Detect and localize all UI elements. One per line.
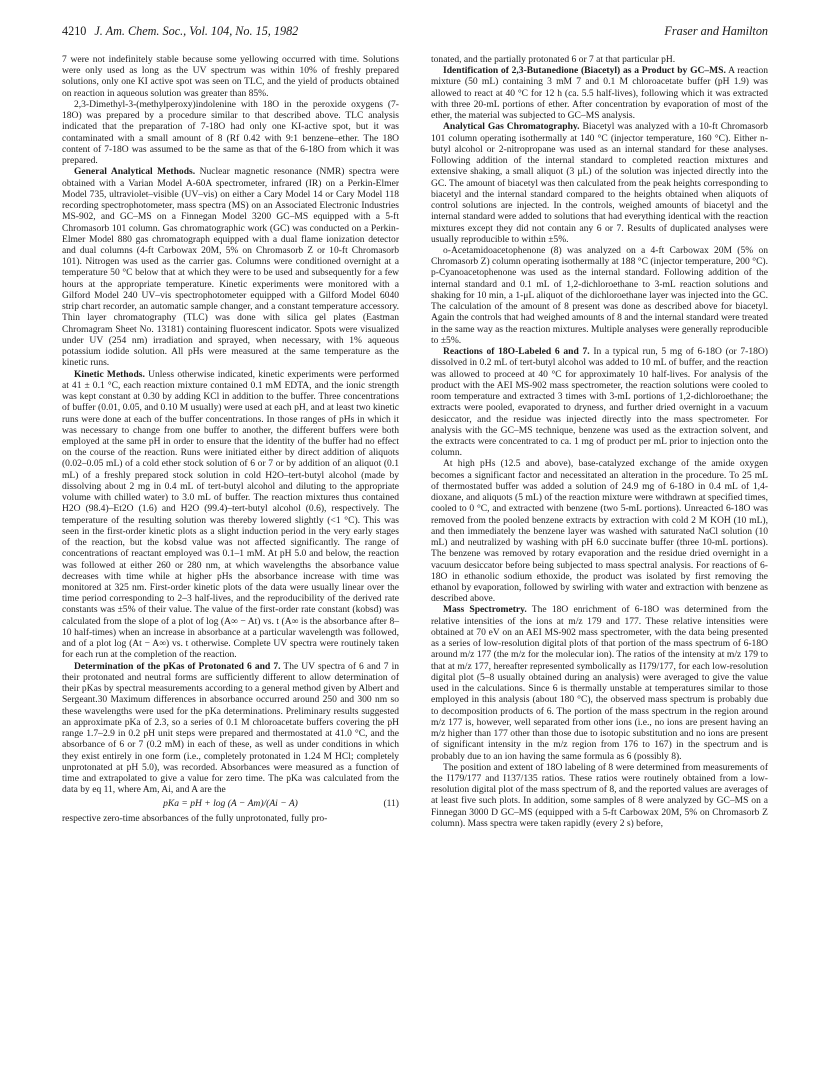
paragraph [431, 121, 768, 245]
paragraph-text: Biacetyl was analyzed with a 10-ft Chromasorb 101 column operating isothermally at 140 °C (injector temperature, 160 °C). Either n-butyl alcohol or 2-nitropropane was used as an internal standard for these analyses. Following addition of the internal standard to completed reaction mixtures and extensive shaking, a small aliquot (3 μL) of the solution was injected directly into the GC. The amount of biacetyl was then calculated from the peak heights corresponding to biacetyl and the internal standard compared to the heights obtained when aliquots of control solutions are injected. In the controls, weighed amounts of biacetyl and the internal standard were added to solutions that had everything identical with the reaction mixtures except they did not contain any 6 or 7. Results of duplicated analyses were usually reproducible to within ±5%. [431, 121, 768, 245]
paragraph: 7 were not indefinitely stable because some yellowing occurred with time. Solutions were only used as long as the UV spectrum was within 10% of freshly prepared solutions, only one KI active spot was seen on TLC, and the yield of products obtained on reaction in aqueous solution was greater than 85%. [62, 54, 399, 99]
paragraph [431, 346, 768, 458]
section-heading: Determination of the pKas of Protonated 6 and 7. [74, 660, 281, 672]
paragraph-text: The UV spectra of 6 and 7 in their protonated and neutral forms are sufficiently different to allow determination of their pKas by spectral measurements according to a general method given by Albert and Sergeant.30 Maximum differences in absorbance occurred around 250 and 300 nm so these wavelengths were used for the pKa determinations. Preliminary results suggested an approximate pKa of 2.3, so a series of 0.1 M chloroacetate buffers covering the pH range 1.7–2.9 in 0.2 pH unit steps were prepared and thermostated at 41.0 °C, and the absorbance of 6 or 7 (0.2 mM) in each of these, as well as under conditions in which they exist entirely in one form (i.e., completely protonated in 1.24 M HCl; completely unprotonated at pH 5.0), was recorded. Absorbances were measured as a function of time and extrapolated to give a value for zero time. The pKa was calculated from the data by eq 11, where Am, Ai, and A are the [62, 660, 399, 796]
paragraph: o-Acetamidoacetophenone (8) was analyzed on a 4-ft Carbowax 20M (5% on Chromasorb Z) column operating isothermally at 188 °C (injector temperature, 200 °C). p-Cyanoacetophenone was used as the internal standard. Following addition of the internal standard and 0.1 mL of 1,2-dichloroethane to 3-mL reaction solutions and shaking for 10 min, a 1-μL aliquot of the dichloroethane layer was injected into the GC. The calculation of the amount of 8 present was done as described above for biacetyl. Again the controls that had weighed amounts of 8 and the internal standard were treated in the same way as the reaction mixtures. Multiple analyses were generally reproducible to ±5%. [431, 244, 768, 346]
paragraph: At high pHs (12.5 and above), base-catalyzed exchange of the amide oxygen becomes a significant factor and necessitated an alteration in the procedure. To 25 mL of thermostated buffer was added a solution of 24.9 mg of 6-18O in 0.4 mL of 1,4-dioxane, and aliquots (5 mL) of the reaction mixture were withdrawn at specified times, cooled to 0 °C, and extracted with benzene (two 5-mL portions). Unreacted 6-18O was removed from the pooled benzene extracts by extraction with cold 2 M KOH (10 mL), and then immediately the benzene layer was washed with saturated NaCl solution (10 mL) and neutralized by washing with pH 6.0 succinate buffer (three 10-mL portions). The benzene was removed by rotary evaporation and the residue dried overnight in a vacuum desiccator before being subjected to mass spectral analysis. For reactions of 6-18O in ethanolic sodium ethoxide, the product was isolated by first removing the ethanol by evaporation, followed by swirling with water and extraction with benzene as described above. [431, 458, 768, 605]
paragraph-text: The 18O enrichment of 6-18O was determined from the relative intensities of the ions at m/z 179 and 177. These relative intensities were obtained at 70 eV on an AEI MS-902 mass spectrometer, with the data being presented as a series of low-resolution digital plots of that portion of the mass spectrum of 6-18O around m/z 177 (the m/z for the molecular ion). The ratios of the intensity at m/z 179 to that at m/z 177, hereafter represented symbolically as I179/177, for each low-resolution digital plot (5–8 usually obtained during an analysis) were averaged to give the value used in the calculations. Since 6 is thermally unstable at temperatures similar to those employed in this analysis (about 180 °C), the observed mass spectrum is probably due to decomposition products of 6. The portion of the mass spectrum in the region around m/z 177 is, however, well separated from other ions (i.e., no ions are present having an m/z higher than 177 other than those due to isotopic substitution and no ions are present of significant intensity in the m/z region from 176 to 167) in the spectrum and is probably due to an ion having the same formula as 6 (possibly 8). [431, 604, 768, 762]
paragraph: respective zero-time absorbances of the fully unprotonated, fully pro- [62, 812, 328, 824]
journal-citation: J. Am. Chem. Soc., Vol. 104, No. 15, 1982 [94, 24, 299, 38]
paragraph [62, 166, 399, 368]
paragraph-text: In a typical run, 5 mg of 6-18O (or 7-18O) dissolved in 0.2 mL of tert-butyl alcohol was added to 10 mL of buffer, and the reaction was allowed to proceed at 40 °C for approximately 10 half-lives. For analysis of the product with the AEI MS-902 mass spectrometer, the reaction solutions were cooled to room temperature and extracted 3 times with 3-mL portions of 1,2-dichloroethane; the extracts were pooled, evaporated to dryness, and further dried overnight in a vacuum desiccator, and the residue was injected directly into the mass spectrometer. For analysis with the GC–MS technique, benzene was used as the extraction solvent, and the extracts were concentrated to ca. 1 mg of product per mL prior to injection onto the column. [431, 346, 768, 459]
paragraph: The position and extent of 18O labeling of 8 were determined from measurements of the I179/177 and I137/135 ratios. These ratios were routinely obtained from a low-resolution digital plot of the mass spectrum of 8, and the reported values are averages of at least five such plots. In addition, some samples of 8 were analyzed by GC–MS on a Finnegan 3000 D GC–MS (equipped with a 5-ft Carbowax 20M, 5% on Chromasorb Z column). Mass spectra were taken rapidly (every 2 s) before, [431, 761, 768, 829]
equation-text: pKa = pH + log (A − Am)/(Ai − A) [163, 798, 298, 810]
section-heading: Analytical Gas Chromatography. [443, 121, 580, 133]
equation-number: (11) [383, 798, 399, 810]
section-heading: Mass Spectrometry. [443, 604, 527, 616]
section-heading: Kinetic Methods. [74, 368, 145, 380]
paragraph [62, 369, 399, 661]
paragraph-text: A reaction mixture (50 mL) containing 3 mM 7 and 0.1 M chloroacetate buffer (pH 1.9) was allowed to react at 40 °C for 12 h (ca. 5.5 half-lives), following which it was extracted with three 20-mL portions of ether. After concentration by evaporation of most of the ether, the material was subjected to GC–MS analysis. [431, 65, 768, 122]
section-heading: General Analytical Methods. [74, 166, 196, 178]
section-heading: Identification of 2,3-Butanedione (Biacetyl) as a Product by GC–MS. [443, 65, 726, 77]
paragraph-text: Unless otherwise indicated, kinetic experiments were performed at 41 ± 0.1 °C, each reaction mixture contained 0.1 mM EDTA, and the ionic strength was kept constant at 0.30 by adding KCl in addition to the buffer. Three concentrations of buffer (0.01, 0.05, and 0.10 M usually) were used at each pH, and at least two kinetic runs were done at each of the buffer concentrations. In those ranges of pHs in which it was necessary to change from one buffer to another, the different buffers were both employed at the same pH in order to ensure that the identity of the buffer had no effect on the course of the reaction. Runs were initiated either by direct addition of aliquots (0.02–0.05 mL) of a cold ether stock solution of 6 or 7 or by addition of an aliquot (0.1 mL) of a freshly prepared stock solution in cold H2O–tert-butyl alcohol (made by dissolving about 2 mg in 0.4 mL of tert-butyl alcohol and diluting to the appropriate volume with chilled water) to 3.0 mL of buffer. The reaction mixtures thus contained H2O (98.4)–Et2O (1.6) and H2O (99.4)–tert-butyl alcohol (0.6), respectively. The temperature of the resulting solution was thereby lowered slightly (<1 °C). This was seen in the first-order kinetic plots as a slight induction period in the very early stages of the reaction, but the kobsd value was not affected significantly. The range of concentrations of reactant employed was 0.1–1 mM. At pH 5.0 and below, the reaction was followed at either 260 or 280 nm, at which wavelengths the absorbance value decreases with time while at higher pHs the absorbance increase with time was monitored at 325 nm. First-order kinetic plots of the data were usually linear over the time period corresponding to 2–3 half-lives, and the reproducibility of the derived rate constants was ±5% of their value. The value of the first-order rate constant (kobsd) was calculated from the slope of a plot of log (A∞ − At) vs. t (A∞ is the absorbance after 8–10 half-times) when an increase in absorbance at a particular wavelength was followed, and of a plot log (At − A∞) vs. t otherwise. Complete UV spectra were routinely taken for each run at the completion of the reaction. [62, 368, 399, 661]
page-number: 4210 [62, 24, 87, 38]
paragraph: tonated, and the partially protonated 6 or 7 at that particular pH. [431, 54, 676, 65]
running-header [62, 24, 768, 44]
paragraph [431, 604, 768, 761]
equation [62, 798, 399, 809]
paragraph [431, 65, 768, 121]
author-names: Fraser and Hamilton [664, 24, 768, 38]
right-column [431, 54, 768, 829]
paragraph-text: Nuclear magnetic resonance (NMR) spectra were obtained with a Varian Model A-60A spectrometer, infrared (IR) on a Perkin-Elmer Model 735, ultraviolet–visible (UV–vis) on either a Cary Model 14 or Cary Model 118 recording spectrophotometer, mass spectra (MS) on an Associated Electronic Industries MS-902, and GC–MS on a Finnegan Model 3200 GC–MS equipped with a 5-ft Chromasorb 101 column. Gas chromatographic work (GC) was conducted on a Perkin-Elmer Model 880 gas chromatograph equipped with a dual flame ionization detector and dual columns (4-ft Carbowax 20M, 5% on Chromasorb Z or 10-ft Chromasorb 101). Nitrogen was used as the carrier gas. Columns were conditioned overnight at a temperature 50 °C below that at which they were to be used and subsequently for a few hours at the appropriate temperature. Kinetic experiments were monitored with a Gilford Model 240 UV–vis spectrophotometer equipped with a Gilford Model 6040 strip chart recorder, an automatic sample changer, and a constant temperature accessory. Thin layer chromatography (TLC) was done with silica gel plates (Eastman Chromagram Sheet No. 13181) containing fluorescent indicator. Spots were visualized under UV (254 nm) irradiation and sprayed, when necessary, with 1% aqueous potassium iodide solution. All pHs were measured at the same temperature as the kinetic runs. [62, 166, 399, 369]
left-column [62, 54, 399, 824]
paragraph [62, 661, 399, 796]
section-heading: Reactions of 18O-Labeled 6 and 7. [443, 346, 590, 358]
paragraph: 2,3-Dimethyl-3-(methylperoxy)indolenine with 18O in the peroxide oxygens (7-18O) was prepared by a procedure similar to that described above. TLC analysis indicated that the preparation of 7-18O had only one KI-active spot, but it was contaminated with a small amount of 8 (Rf 0.42 with 9:1 benzene–ether. The 18O content of 7-18O was assumed to be the same as that of the 6-18O from which it was prepared. [62, 98, 399, 167]
